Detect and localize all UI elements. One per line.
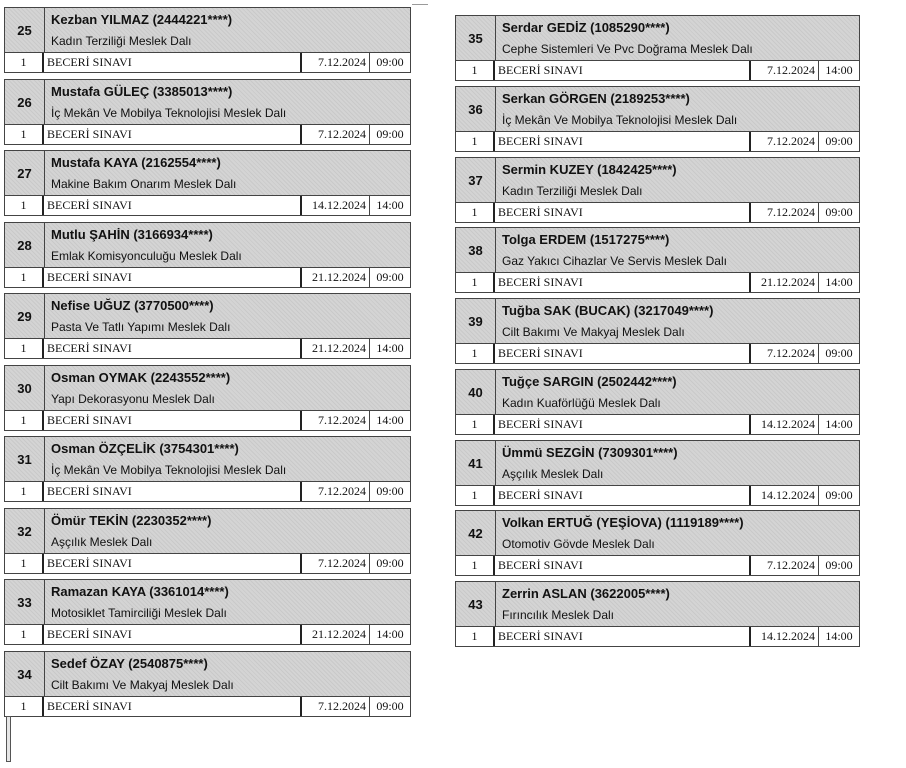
exam-date: 21.12.2024 [300,625,369,644]
candidate-department: Gaz Yakıcı Cihazlar Ve Servis Meslek Dalı [502,254,727,268]
exam-type: BECERİ SINAVI [498,63,583,77]
candidate-number: 27 [5,151,45,195]
exam-row [455,415,860,435]
exam-row-number: 1 [5,411,44,430]
exam-date: 14.12.2024 [749,627,818,646]
candidate-number: 26 [5,80,45,124]
candidate-number: 43 [456,582,496,626]
exam-time: 09:00 [369,697,410,716]
candidate-name: Ramazan KAYA (3361014****) [51,584,229,599]
candidate-header [4,7,411,53]
exam-date: 7.12.2024 [749,556,818,575]
candidate-entry [4,293,411,360]
exam-row [4,196,411,216]
candidate-name: Ümmü SEZGİN (7309301****) [502,445,678,460]
exam-row-number: 1 [456,415,495,434]
exam-date: 14.12.2024 [749,415,818,434]
exam-row [4,53,411,73]
candidate-name: Mutlu ŞAHİN (3166934****) [51,227,213,242]
exam-row [455,344,860,364]
exam-type: BECERİ SINAVI [498,629,583,643]
candidate-department: Fırıncılık Meslek Dalı [502,608,615,622]
candidate-entry [4,436,411,503]
exam-date: 7.12.2024 [300,482,369,501]
exam-type: BECERİ SINAVI [498,488,583,502]
candidate-department: Yapı Dekorasyonu Meslek Dalı [51,392,215,406]
exam-type: BECERİ SINAVI [47,556,132,570]
exam-row [455,61,860,81]
candidate-entry [4,579,411,646]
exam-date: 7.12.2024 [749,132,818,151]
candidate-number: 42 [456,511,496,555]
exam-type: BECERİ SINAVI [498,134,583,148]
exam-row [4,411,411,431]
exam-time: 09:00 [818,556,859,575]
candidate-name: Sedef ÖZAY (2540875****) [51,656,208,671]
exam-time: 09:00 [369,482,410,501]
candidate-number: 41 [456,441,496,485]
candidate-header [455,298,860,344]
exam-row [455,627,860,647]
candidate-name: Tuğba SAK (BUCAK) (3217049****) [502,303,714,318]
exam-date: 7.12.2024 [300,125,369,144]
exam-time: 14:00 [818,627,859,646]
candidate-header [455,15,860,61]
exam-date: 7.12.2024 [749,203,818,222]
exam-date: 21.12.2024 [300,339,369,358]
exam-row-number: 1 [456,203,495,222]
candidate-name: Kezban YILMAZ (2444221****) [51,12,233,27]
candidate-header [455,440,860,486]
exam-row-number: 1 [456,556,495,575]
exam-row [4,625,411,645]
candidate-header [4,579,411,625]
candidate-department: Motosiklet Tamirciliği Meslek Dalı [51,606,227,620]
candidate-department: Cephe Sistemleri Ve Pvc Doğrama Meslek Dalı [502,42,753,56]
exam-row-number: 1 [5,53,44,72]
candidate-number: 34 [5,652,45,696]
exam-type: BECERİ SINAVI [47,127,132,141]
candidate-name: Tuğçe SARGIN (2502442****) [502,374,677,389]
exam-row [4,697,411,717]
candidate-department: Cilt Bakımı Ve Makyaj Meslek Dalı [502,325,685,339]
exam-row [455,203,860,223]
exam-row [4,554,411,574]
exam-row-number: 1 [5,196,44,215]
exam-row [4,268,411,288]
exam-row-number: 1 [456,273,495,292]
exam-type: BECERİ SINAVI [47,413,132,427]
candidate-entry [455,298,860,365]
exam-time: 09:00 [369,53,410,72]
exam-type: BECERİ SINAVI [498,205,583,219]
candidate-department: Cilt Bakımı Ve Makyaj Meslek Dalı [51,678,234,692]
candidate-number: 38 [456,228,496,272]
candidate-header [4,222,411,268]
exam-type: BECERİ SINAVI [498,558,583,572]
exam-date: 7.12.2024 [749,61,818,80]
candidate-name: Nefise UĞUZ (3770500****) [51,298,214,313]
candidate-number: 36 [456,87,496,131]
candidate-header [4,79,411,125]
candidate-entry [455,440,860,507]
exam-row-number: 1 [456,486,495,505]
candidate-header [4,150,411,196]
candidate-number: 40 [456,370,496,414]
candidate-number: 39 [456,299,496,343]
exam-time: 09:00 [818,203,859,222]
candidate-department: Kadın Terziliği Meslek Dalı [502,184,643,198]
margin-mark [6,716,11,762]
candidate-header [4,508,411,554]
candidate-department: Emlak Komisyonculuğu Meslek Dalı [51,249,242,263]
candidate-entry [455,581,860,648]
candidate-name: Volkan ERTUĞ (YEŞİOVA) (1119189****) [502,515,744,530]
exam-row [4,125,411,145]
exam-type: BECERİ SINAVI [47,341,132,355]
candidate-department: İç Mekân Ve Mobilya Teknolojisi Meslek Dalı [502,113,738,127]
exam-time: 14:00 [818,415,859,434]
candidate-department: Aşçılık Meslek Dalı [502,467,604,481]
exam-type: BECERİ SINAVI [47,55,132,69]
exam-time: 09:00 [818,486,859,505]
candidate-name: Zerrin ASLAN (3622005****) [502,586,670,601]
candidate-header [455,510,860,556]
candidate-header [4,436,411,482]
exam-date: 21.12.2024 [749,273,818,292]
exam-time: 14:00 [369,196,410,215]
candidate-name: Ömür TEKİN (2230352****) [51,513,212,528]
exam-row-number: 1 [5,339,44,358]
exam-type: BECERİ SINAVI [47,699,132,713]
candidate-number: 35 [456,16,496,60]
candidate-number: 28 [5,223,45,267]
candidate-department: Kadın Terziliği Meslek Dalı [51,34,192,48]
candidate-department: Pasta Ve Tatlı Yapımı Meslek Dalı [51,320,231,334]
candidate-department: İç Mekân Ve Mobilya Teknolojisi Meslek Dalı [51,463,287,477]
candidate-header [4,651,411,697]
exam-row [455,486,860,506]
candidate-department: Otomotiv Gövde Meslek Dalı [502,537,655,551]
exam-type: BECERİ SINAVI [498,417,583,431]
exam-row-number: 1 [456,627,495,646]
exam-time: 14:00 [369,339,410,358]
exam-row-number: 1 [5,268,44,287]
exam-type: BECERİ SINAVI [47,270,132,284]
candidate-entry [4,222,411,289]
candidate-entry [455,369,860,436]
exam-row [455,132,860,152]
exam-row [4,339,411,359]
candidate-entry [4,508,411,575]
exam-row-number: 1 [456,344,495,363]
candidate-header [455,369,860,415]
candidate-entry [4,365,411,432]
candidate-header [455,86,860,132]
candidate-entry [4,7,411,74]
candidate-entry [4,79,411,146]
exam-date: 7.12.2024 [749,344,818,363]
candidate-name: Sermin KUZEY (1842425****) [502,162,677,177]
candidate-name: Osman ÖZÇELİK (3754301****) [51,441,239,456]
exam-time: 14:00 [818,61,859,80]
exam-type: BECERİ SINAVI [498,275,583,289]
exam-row-number: 1 [5,125,44,144]
exam-time: 09:00 [818,344,859,363]
candidate-name: Mustafa KAYA (2162554****) [51,155,221,170]
candidate-header [4,365,411,411]
exam-type: BECERİ SINAVI [47,627,132,641]
exam-type: BECERİ SINAVI [47,484,132,498]
candidate-number: 25 [5,8,45,52]
top-rule-divider [412,4,428,5]
candidate-number: 33 [5,580,45,624]
exam-row-number: 1 [5,625,44,644]
exam-type: BECERİ SINAVI [47,198,132,212]
exam-time: 09:00 [369,268,410,287]
candidate-header [455,581,860,627]
exam-time: 14:00 [369,625,410,644]
exam-date: 7.12.2024 [300,554,369,573]
exam-row [4,482,411,502]
exam-time: 14:00 [818,273,859,292]
candidate-number: 32 [5,509,45,553]
exam-row-number: 1 [456,61,495,80]
exam-date: 21.12.2024 [300,268,369,287]
candidate-entry [4,150,411,217]
exam-row-number: 1 [5,554,44,573]
candidate-entry [455,15,860,82]
candidate-number: 31 [5,437,45,481]
candidate-entry [455,86,860,153]
exam-row-number: 1 [5,482,44,501]
exam-date: 7.12.2024 [300,697,369,716]
candidate-name: Tolga ERDEM (1517275****) [502,232,670,247]
candidate-entry [455,227,860,294]
exam-time: 09:00 [818,132,859,151]
exam-date: 14.12.2024 [300,196,369,215]
candidate-name: Serdar GEDİZ (1085290****) [502,20,670,35]
exam-row [455,556,860,576]
exam-date: 14.12.2024 [749,486,818,505]
candidate-name: Serkan GÖRGEN (2189253****) [502,91,690,106]
candidate-number: 29 [5,294,45,338]
candidate-entry [455,510,860,577]
candidate-department: Aşçılık Meslek Dalı [51,535,153,549]
candidate-name: Mustafa GÜLEÇ (3385013****) [51,84,233,99]
exam-time: 09:00 [369,554,410,573]
candidate-number: 30 [5,366,45,410]
candidate-header [455,157,860,203]
exam-time: 09:00 [369,125,410,144]
exam-date: 7.12.2024 [300,53,369,72]
exam-date: 7.12.2024 [300,411,369,430]
exam-row [455,273,860,293]
candidate-name: Osman OYMAK (2243552****) [51,370,231,385]
exam-time: 14:00 [369,411,410,430]
candidate-number: 37 [456,158,496,202]
candidate-header [4,293,411,339]
candidate-entry [4,651,411,718]
candidate-department: Kadın Kuaförlüğü Meslek Dalı [502,396,661,410]
exam-row-number: 1 [5,697,44,716]
exam-type: BECERİ SINAVI [498,346,583,360]
candidate-department: İç Mekân Ve Mobilya Teknolojisi Meslek Dalı [51,106,287,120]
candidate-entry [455,157,860,224]
candidate-header [455,227,860,273]
exam-row-number: 1 [456,132,495,151]
candidate-department: Makine Bakım Onarım Meslek Dalı [51,177,237,191]
